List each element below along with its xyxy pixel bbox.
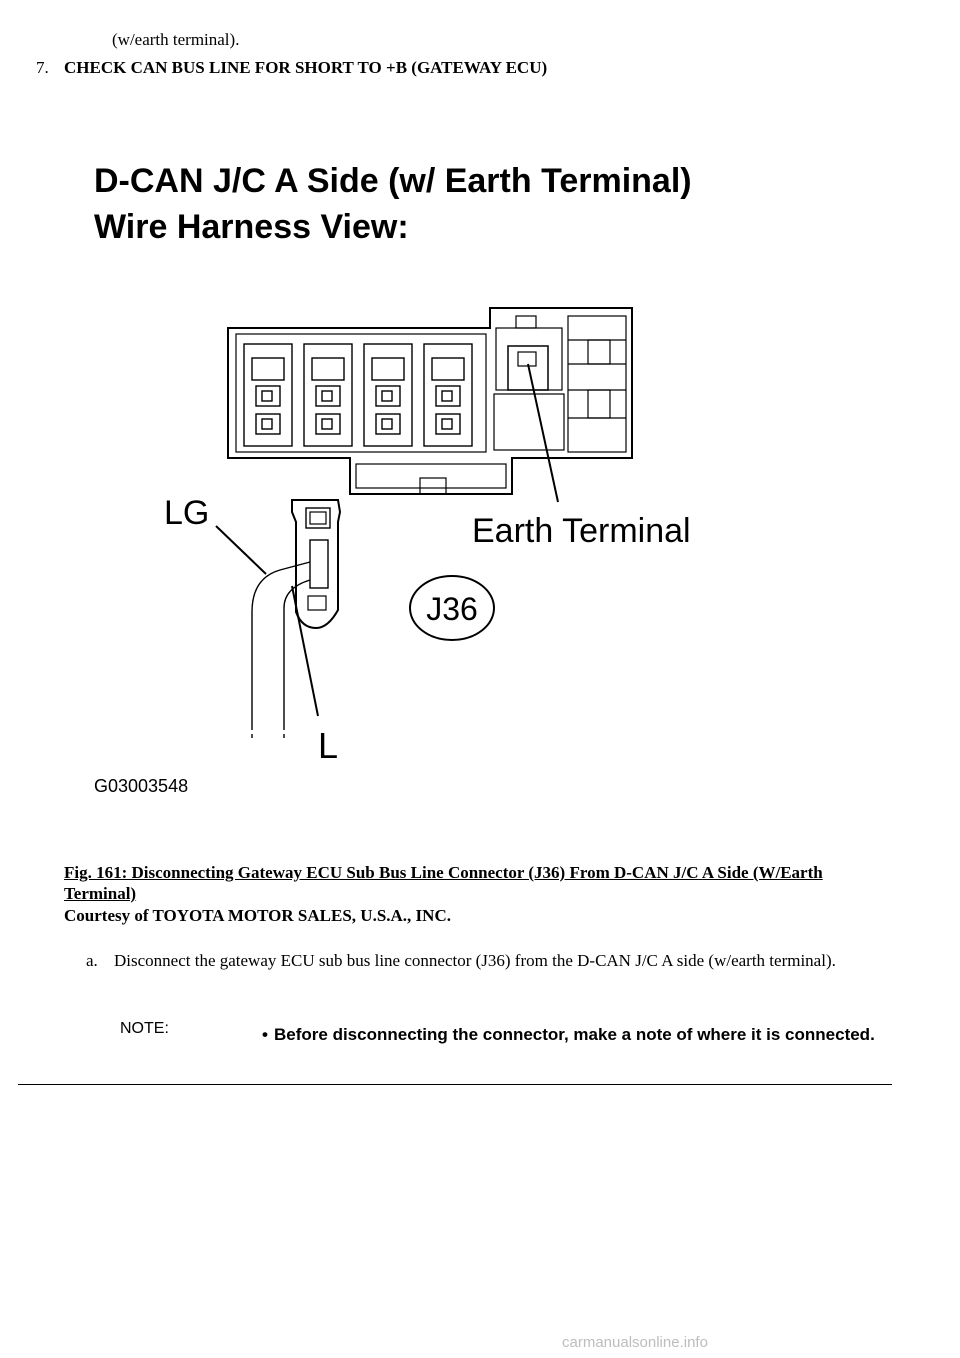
label-lg: LG bbox=[164, 494, 210, 532]
instruction-marker: a. bbox=[86, 951, 98, 970]
figure-title-line1: D-CAN J/C A Side (w/ Earth Terminal) bbox=[94, 162, 692, 200]
watermark-footer: carmanualsonline.info bbox=[562, 1334, 708, 1351]
instruction-item bbox=[86, 950, 876, 972]
horizontal-rule bbox=[18, 1084, 892, 1085]
step-heading bbox=[36, 58, 547, 78]
figure-code: G03003548 bbox=[94, 776, 189, 796]
step-title: CHECK CAN BUS LINE FOR SHORT TO +B (GATEWAY ECU) bbox=[64, 58, 548, 77]
step-number: 7. bbox=[36, 58, 49, 77]
label-l: L bbox=[318, 725, 339, 766]
continuation-text: (w/earth terminal). bbox=[112, 30, 240, 49]
label-j36: J36 bbox=[426, 591, 478, 627]
instruction-text: Disconnect the gateway ECU sub bus line connector (J36) from the D-CAN J/C A side (w/earth terminal). bbox=[114, 951, 836, 970]
connector-diagram bbox=[70, 150, 790, 810]
note-label: NOTE: bbox=[120, 1020, 169, 1037]
figure-courtesy: Courtesy of TOYOTA MOTOR SALES, U.S.A., INC. bbox=[64, 906, 451, 925]
label-earth-terminal: Earth Terminal bbox=[472, 512, 691, 550]
note-text bbox=[262, 1024, 884, 1046]
wire-harness bbox=[252, 562, 310, 742]
bullet-dot-icon: • bbox=[262, 1025, 268, 1044]
diagram-svg bbox=[70, 150, 790, 810]
figure-caption: Fig. 161: Disconnecting Gateway ECU Sub Bus Line Connector (J36) From D-CAN J/C A Side (W/Earth Terminal) bbox=[64, 863, 823, 903]
sub-bus-connector-j36-plug bbox=[292, 500, 340, 628]
figure-title-line2: Wire Harness View: bbox=[94, 208, 409, 246]
label-j36-badge bbox=[410, 576, 494, 640]
note-body: Before disconnecting the connector, make a note of where it is connected. bbox=[274, 1025, 875, 1044]
connector-body bbox=[228, 308, 632, 494]
